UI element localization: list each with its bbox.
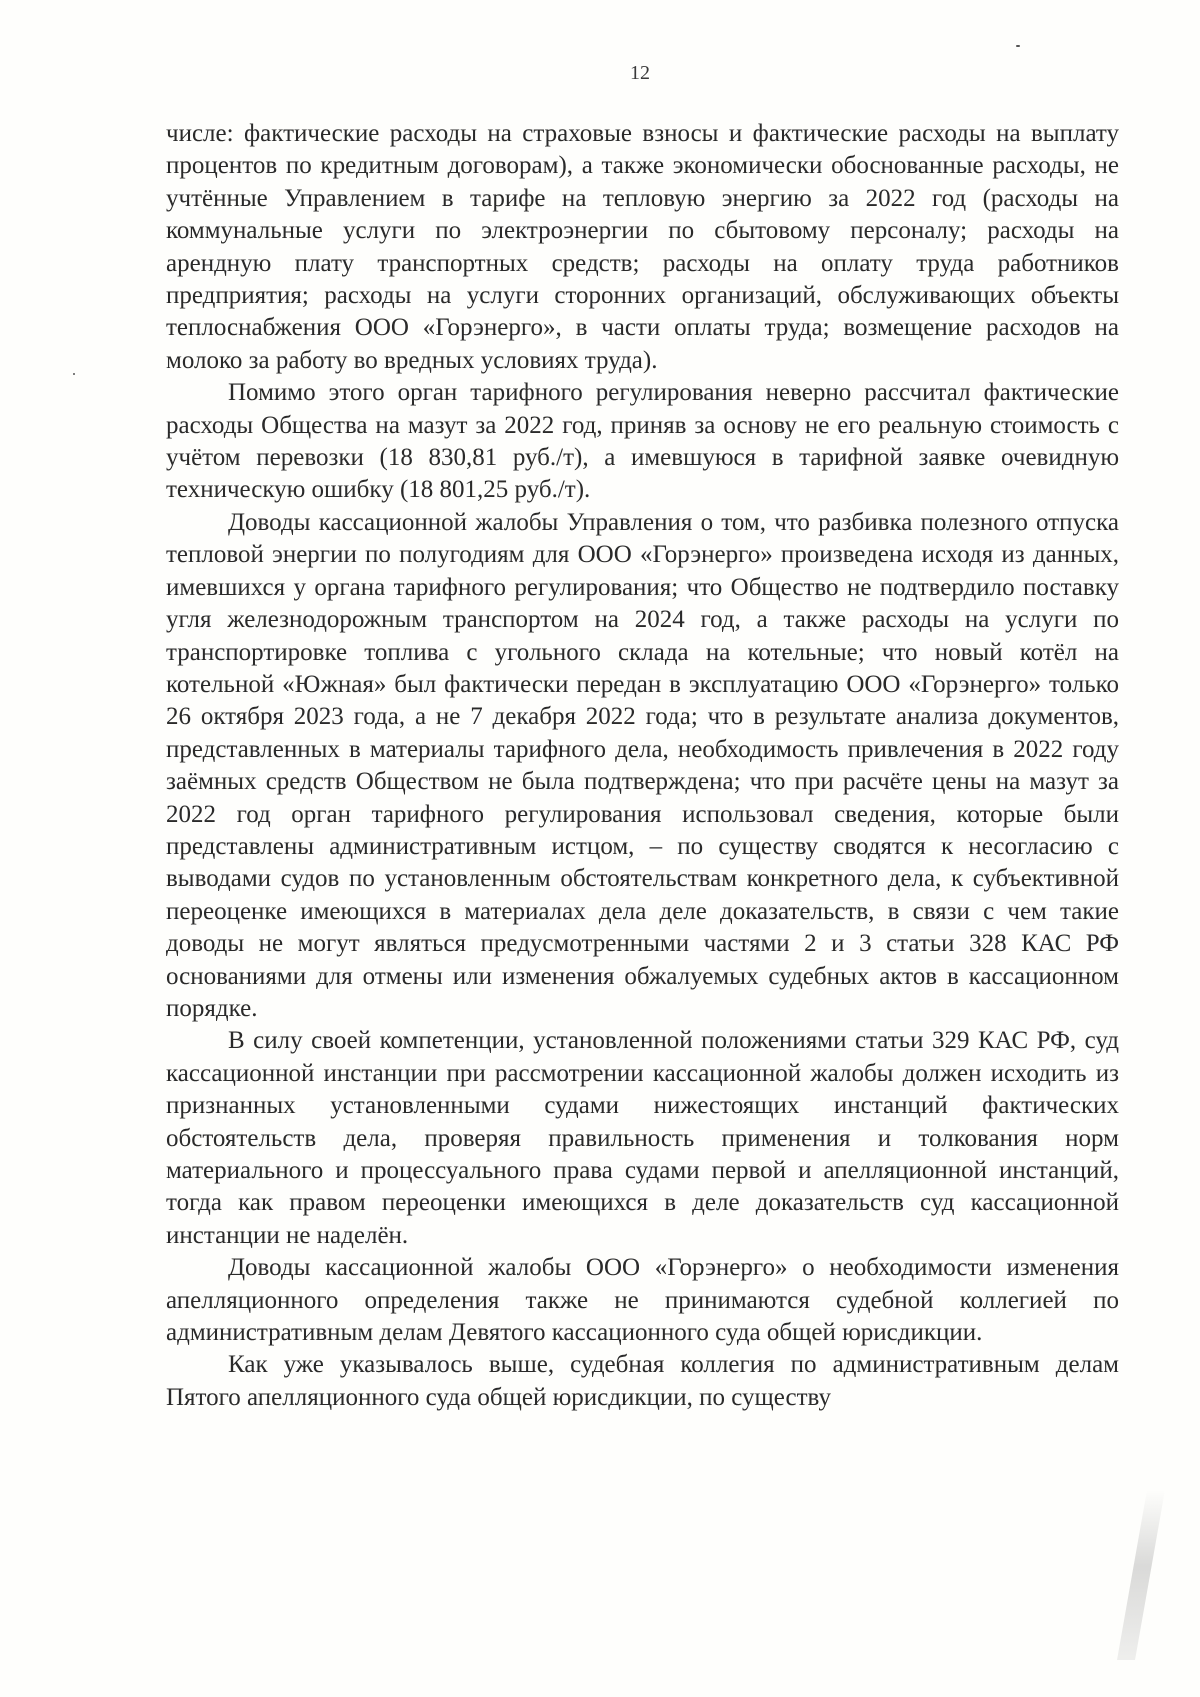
- document-body: [166, 118, 1119, 1414]
- page-number: 12: [630, 62, 650, 84]
- paragraph-as-noted-above: Как уже указывалось выше, судебная коллегия по административным делам Пятого апелляционного суда общей юрисдикции, по существу: [166, 1351, 1119, 1411]
- paragraph-court-competence: В силу своей компетенции, установленной положениями статьи 329 КАС РФ, суд кассационной инстанции при рассмотрении кассационной жалобы должен исходить из признанных установленными судами нижестоящих инстанций фактических обстоятельств дела, проверяя правильность применения и толкования норм материального и процессуального права судами первой и апелляционной инстанций, тогда как правом переоценки имеющихся в деле доказательств суд кассационной инстанции не наделён.: [166, 1027, 1119, 1249]
- paragraph-continuation: числе: фактические расходы на страховые взносы и фактические расходы на выплату процентов по кредитным договорам), а также экономически обоснованные расходы, не учтённые Управлением в тарифе на тепловую энергию за 2022 год (расходы на коммунальные услуги по электроэнергии по сбытовому персоналу; расходы на арендную плату транспортных средств; расходы на оплату труда работников предприятия; расходы на услуги сторонних организаций, обслуживающих объекты теплоснабжения ООО «Горэнерго», в части оплаты труда; возмещение расходов на молоко за работу во вредных условиях труда).: [166, 120, 1119, 374]
- paragraph-appeal-arguments: Доводы кассационной жалобы Управления о том, что разбивка полезного отпуска тепловой энергии по полугодиям для ООО «Горэнерго» произведена исходя из данных, имевшихся у органа тарифного регулирования; что Общество не подтвердило поставку угля железнодорожным транспортом на 2024 год, а также расходы на услуги по транспортировке топлива с угольного склада на котельные; что новый котёл на котельной «Южная» был фактически передан в эксплуатацию ООО «Горэнерго» только 26 октября 2023 года, а не 7 декабря 2022 года; что в результате анализа документов, представленных в материалы тарифного дела, необходимость привлечения в 2022 году заёмных средств Обществом не была подтверждена; что при расчёте цены на мазут за 2022 год орган тарифного регулирования использовал сведения, которые были представлены административным истцом, – по существу сводятся к несогласию с выводами судов по установленным обстоятельствам конкретного дела, к субъективной переоценке имеющихся в материалах дела деле доказательств, в связи с чем такие доводы не могут являться предусмотренными частями 2 и 3 статьи 328 КАС РФ основаниями для отмены или изменения обжалуемых судебных актов в кассационном порядке.: [166, 508, 1119, 1022]
- paragraph-gorenergo-appeal: Доводы кассационной жалобы ООО «Горэнерго» о необходимости изменения апелляционного определения также не принимаются судебной коллегией по административным делам Девятого кассационного суда общей юрисдикции.: [166, 1254, 1119, 1347]
- scan-speck: [1016, 45, 1020, 47]
- scan-speck: [73, 373, 75, 375]
- paragraph-fuel-costs: Помимо этого орган тарифного регулирования неверно рассчитал фактические расходы Общества на мазут за 2022 год, приняв за основу не его реальную стоимость с учётом перевозки (18 830,81 руб./т), а имевшуюся в тарифной заявке очевидную техническую ошибку (18 801,25 руб./т).: [166, 379, 1119, 504]
- scan-edge-shadow: [1117, 1490, 1165, 1660]
